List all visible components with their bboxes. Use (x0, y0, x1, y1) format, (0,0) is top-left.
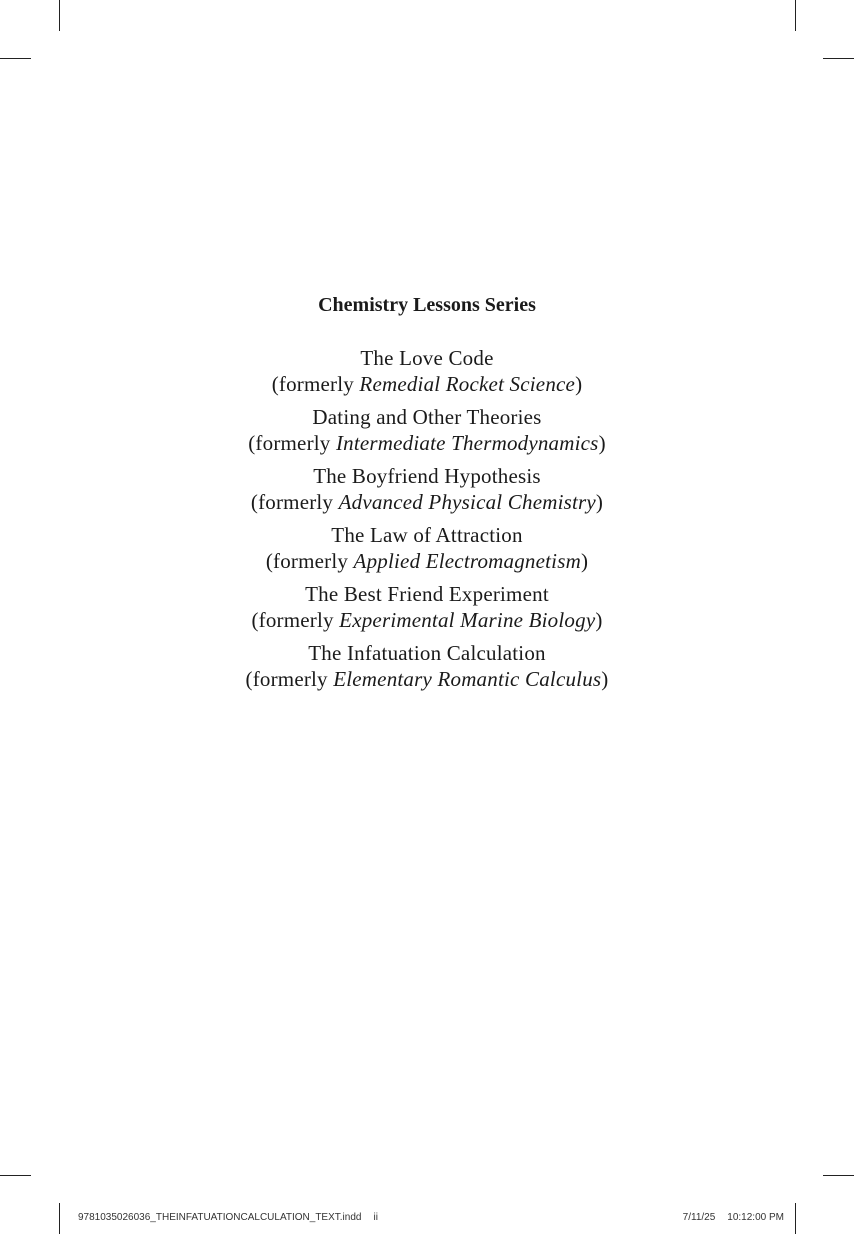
former-title-line (0, 548, 854, 574)
former-prefix: (formerly (265, 549, 354, 573)
book-entry (0, 522, 854, 574)
slug-time: 10:12:00 PM (727, 1212, 784, 1223)
former-suffix: ) (598, 431, 606, 455)
book-entry (0, 581, 854, 633)
slug-page-number: ii (373, 1212, 378, 1223)
slug-date: 7/11/25 (682, 1212, 716, 1223)
former-title: Remedial Rocket Science (359, 372, 576, 396)
slug-timestamp (683, 1212, 784, 1223)
series-book-list (0, 345, 854, 692)
former-title-line (0, 489, 854, 515)
former-suffix: ) (580, 549, 589, 573)
crop-mark-bottom-left (59, 1203, 60, 1234)
former-title: Applied Electromagnetism (353, 549, 581, 573)
book-title: The Law of Attraction (331, 523, 523, 547)
book-title: The Best Friend Experiment (305, 582, 549, 606)
crop-mark-top-left (59, 0, 60, 31)
former-title: Advanced Physical Chemistry (338, 490, 596, 514)
former-title-line (0, 666, 854, 692)
former-title-line (0, 607, 854, 633)
former-title-line (0, 371, 854, 397)
crop-mark-right-top (823, 58, 854, 59)
former-title: Elementary Romantic Calculus (333, 667, 602, 691)
book-title: The Infatuation Calculation (308, 641, 546, 665)
series-page (0, 290, 854, 699)
book-title: The Love Code (360, 346, 494, 370)
crop-mark-right-bottom (823, 1175, 854, 1176)
crop-mark-left-bottom (0, 1175, 31, 1176)
former-prefix: (formerly (271, 372, 360, 396)
former-prefix: (formerly (250, 490, 339, 514)
series-heading: Chemistry Lessons Series (318, 294, 536, 316)
former-prefix: (formerly (245, 667, 334, 691)
former-suffix: ) (575, 372, 583, 396)
crop-mark-top-right (795, 0, 796, 31)
book-title: The Boyfriend Hypothesis (313, 464, 541, 488)
book-entry (0, 345, 854, 397)
book-entry (0, 404, 854, 456)
former-suffix: ) (595, 490, 604, 514)
crop-mark-left-top (0, 58, 31, 59)
book-entry (0, 463, 854, 515)
former-prefix: (formerly (251, 608, 340, 632)
former-suffix: ) (601, 667, 609, 691)
former-title-line (0, 430, 854, 456)
former-title: Intermediate Thermodynamics (335, 431, 599, 455)
crop-mark-bottom-right (795, 1203, 796, 1234)
slug-file-info (78, 1212, 378, 1223)
former-title: Experimental Marine Biology (339, 608, 596, 632)
former-suffix: ) (595, 608, 603, 632)
book-entry (0, 640, 854, 692)
slug-filename: 9781035026036_THEINFATUATIONCALCULATION_TEXT.indd (78, 1212, 362, 1223)
book-title: Dating and Other Theories (312, 405, 542, 429)
former-prefix: (formerly (248, 431, 336, 455)
